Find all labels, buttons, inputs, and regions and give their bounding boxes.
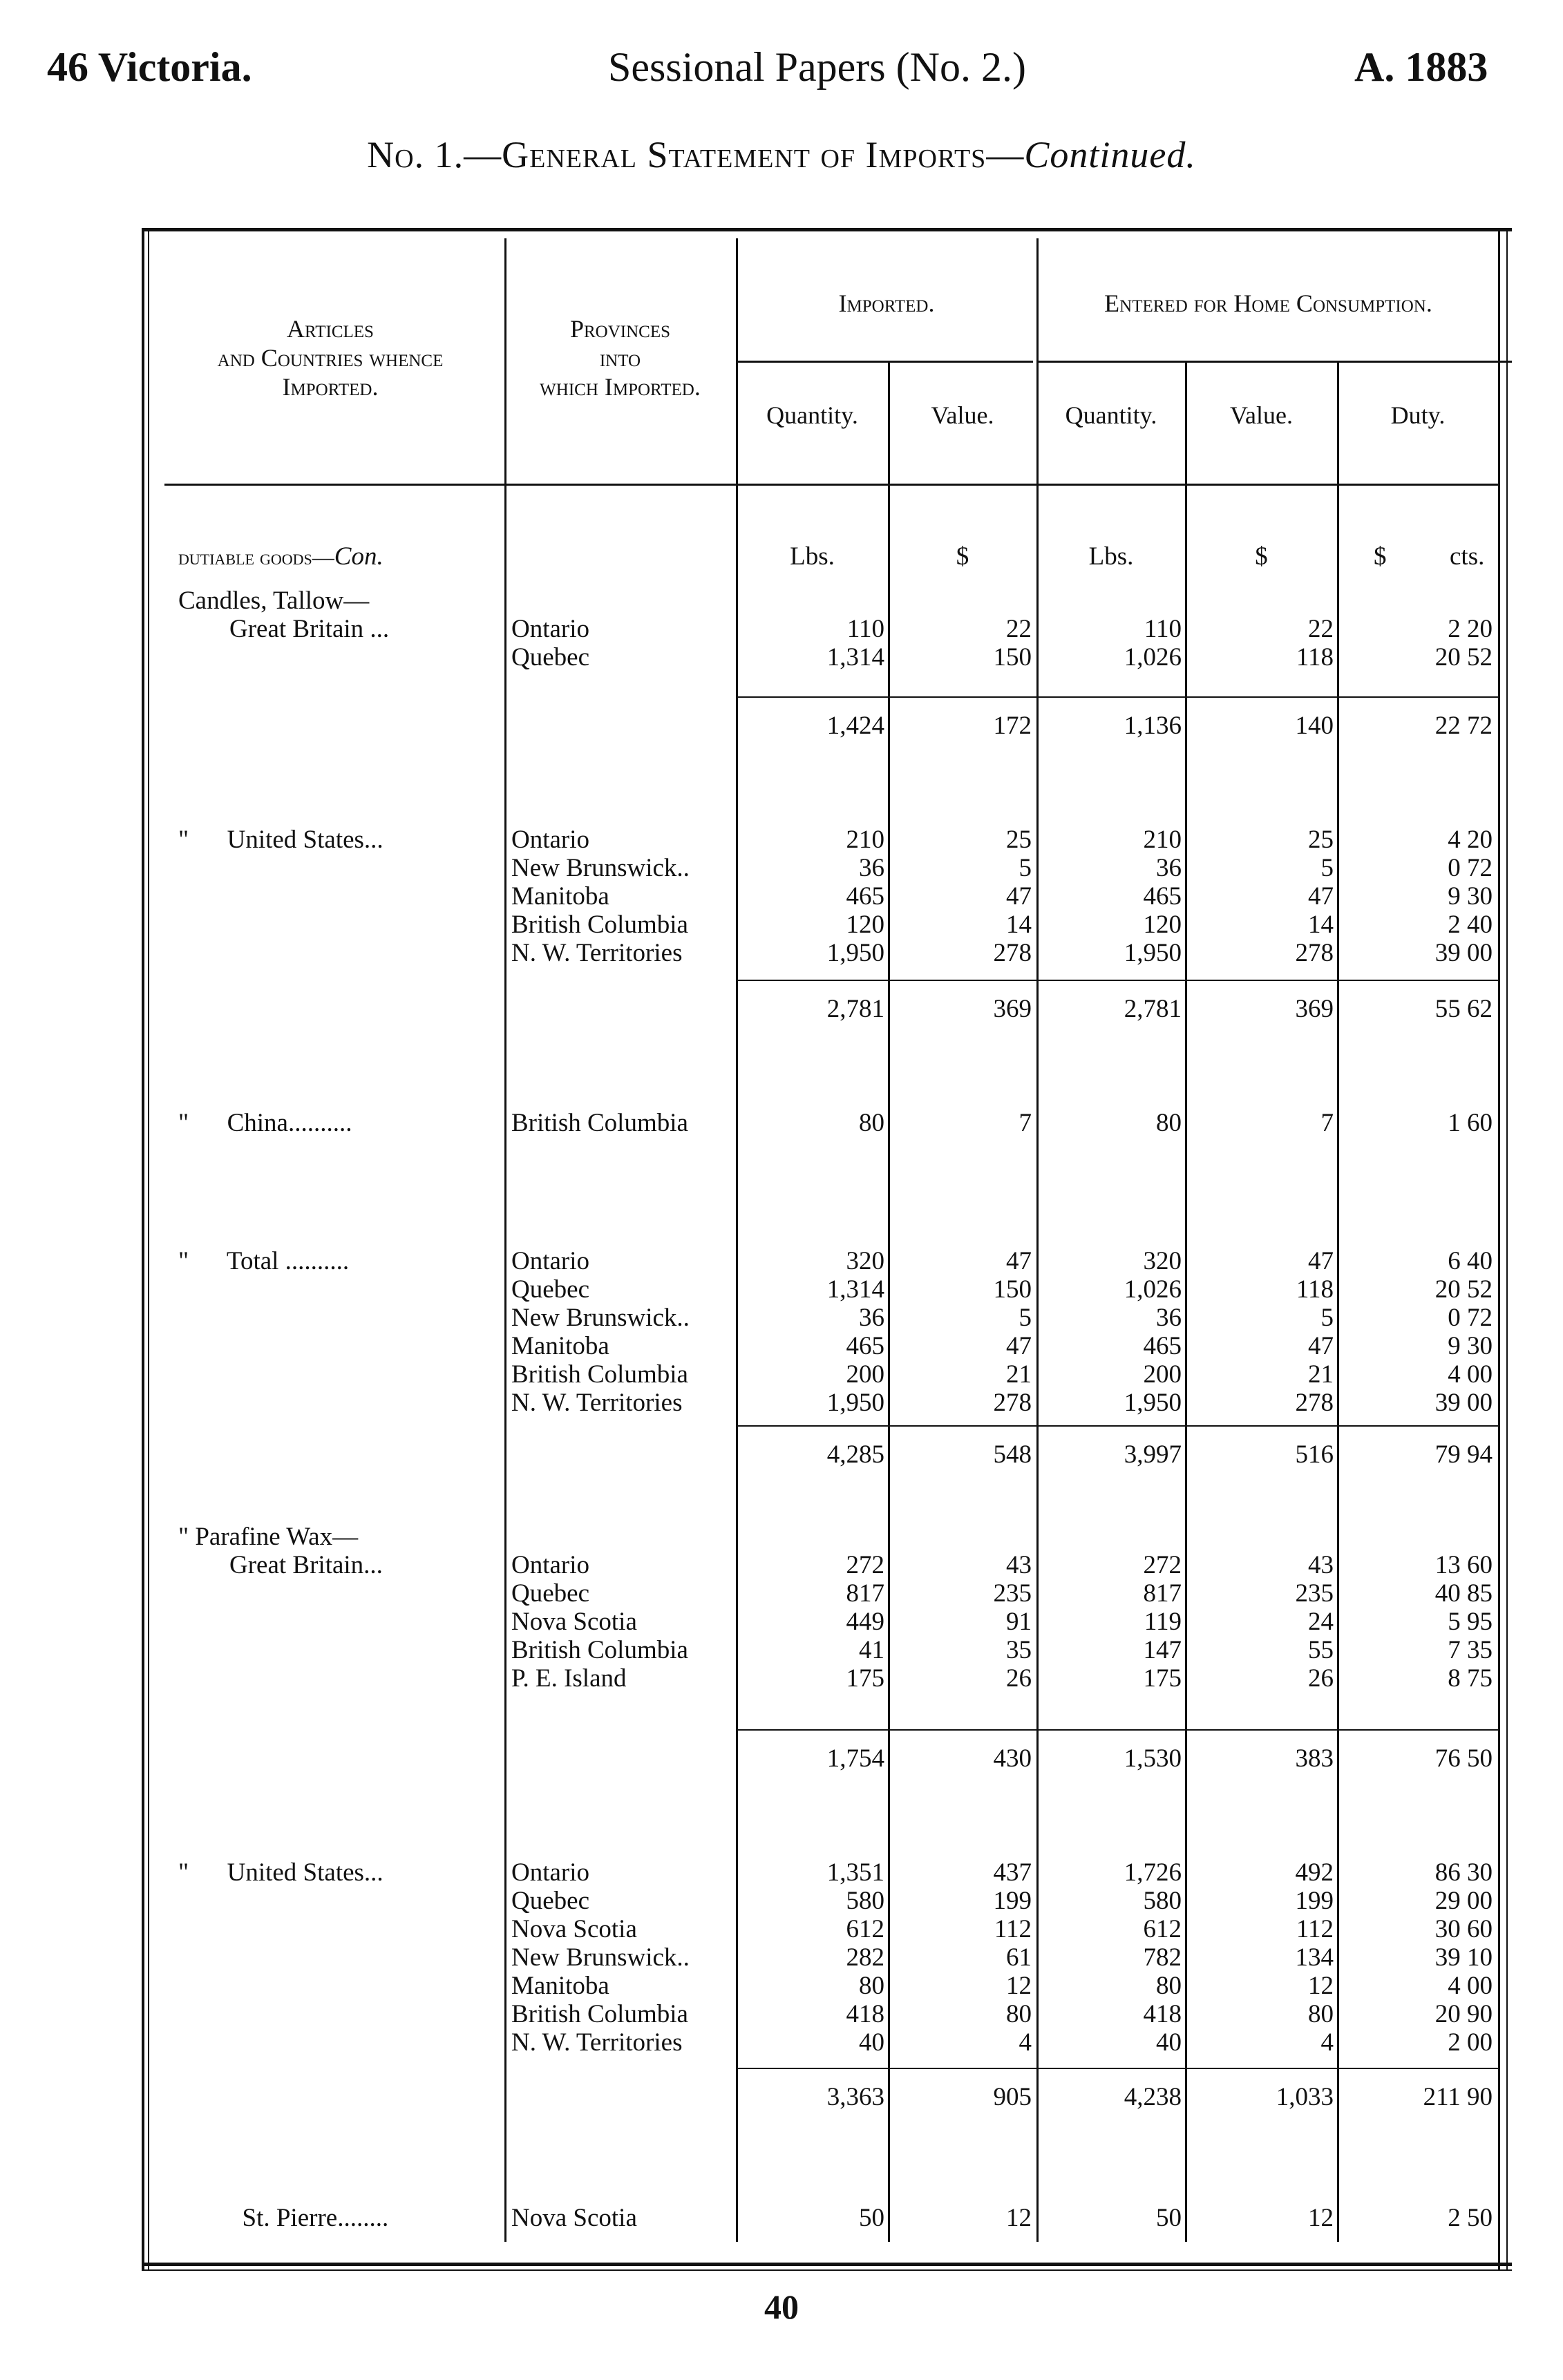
imp-qty-cell: 449	[846, 1608, 884, 1636]
subtotal-rule	[738, 1729, 1498, 1731]
home-qty-cell: 110	[1144, 615, 1182, 643]
home-val-cell: 278	[1295, 1389, 1334, 1417]
home-qty-cell: 80	[1156, 1109, 1182, 1137]
home-qty-cell: 119	[1144, 1608, 1182, 1636]
province-cell: British Columbia	[511, 911, 688, 939]
province-cell: Nova Scotia	[511, 1915, 637, 1943]
home-val-cell: 55	[1308, 1636, 1334, 1664]
imp-val-cell: 35	[1006, 1636, 1032, 1664]
home-val-cell: 112	[1296, 1915, 1334, 1943]
duty-cell: 29 00	[1434, 1887, 1493, 1915]
imp-qty-cell: 612	[846, 1915, 884, 1943]
province-cell: British Columbia	[511, 1109, 688, 1137]
home-qty-cell: 1,026	[1124, 1275, 1182, 1304]
home-val-cell: 26	[1308, 1664, 1334, 1693]
article-label: Candles, Tallow—	[178, 587, 370, 615]
home-qty-cell: 1,950	[1124, 1389, 1182, 1417]
imp-val-cell: 61	[1006, 1943, 1032, 1972]
article-label: " United States...	[178, 1858, 383, 1887]
imp-qty-cell: 1,950	[826, 939, 884, 967]
group-header-rule	[1036, 361, 1512, 363]
imp-val-cell: 437	[993, 1858, 1032, 1887]
home-qty-cell: 36	[1156, 1304, 1182, 1332]
subtotal-home-qty: 1,530	[1124, 1744, 1182, 1773]
home-qty-cell: 1,726	[1124, 1858, 1182, 1887]
left-border-2	[148, 228, 149, 2269]
group-header-rule-imported	[736, 361, 1033, 363]
subtotal-duty: 55 62	[1434, 995, 1493, 1023]
home-val-cell: 5	[1320, 854, 1334, 882]
col-head-articles-line: Articles	[287, 315, 374, 343]
imp-val-cell: 5	[1019, 854, 1032, 882]
home-qty-cell: 200	[1143, 1360, 1182, 1389]
duty-cell: 2 00	[1448, 2028, 1493, 2057]
home-val-cell: 21	[1308, 1360, 1334, 1389]
imp-val-cell: 7	[1019, 1109, 1032, 1137]
province-cell: Quebec	[511, 643, 589, 672]
imp-val-cell: 47	[1006, 1247, 1032, 1275]
home-val-cell: 43	[1308, 1551, 1334, 1579]
article-label: St. Pierre........	[178, 2204, 389, 2232]
home-val-cell: 5	[1320, 1304, 1334, 1332]
home-qty-cell: 147	[1143, 1636, 1182, 1664]
subtotal-imp-qty: 1,754	[826, 1744, 884, 1773]
imp-qty-cell: 1,314	[826, 643, 884, 672]
col-head-duty: Duty.	[1390, 401, 1446, 429]
province-cell: Quebec	[511, 1275, 589, 1304]
imp-qty-cell: 41	[859, 1636, 884, 1664]
province-cell: N. W. Territories	[511, 939, 683, 967]
imp-val-cell: 43	[1006, 1551, 1032, 1579]
article-label: Great Britain ...	[178, 615, 390, 643]
imp-qty-cell: 36	[859, 1304, 884, 1332]
page-title	[0, 133, 1563, 177]
imp-val-cell: 22	[1006, 615, 1032, 643]
header-right: A. 1883	[1354, 44, 1488, 90]
home-qty-cell: 210	[1143, 826, 1182, 854]
col-head-provinces-line: Provinces	[569, 315, 671, 343]
home-qty-cell: 1,950	[1124, 939, 1182, 967]
title-continued: Continued.	[1024, 134, 1196, 175]
subtotal-rule	[738, 1425, 1498, 1427]
home-val-cell: 12	[1308, 1972, 1334, 2000]
subtotal-imp-val: 905	[993, 2083, 1032, 2111]
unit-duty-cts: cts.	[1450, 542, 1485, 571]
duty-cell: 4 00	[1448, 1360, 1493, 1389]
section-label	[178, 542, 383, 571]
article-label: " United States...	[178, 826, 383, 854]
province-cell: Manitoba	[511, 1332, 609, 1360]
home-val-cell: 12	[1308, 2204, 1334, 2232]
home-qty-cell: 175	[1143, 1664, 1182, 1693]
duty-cell: 7 35	[1448, 1636, 1493, 1664]
imp-qty-cell: 200	[846, 1360, 884, 1389]
duty-cell: 13 60	[1434, 1551, 1493, 1579]
duty-cell: 20 52	[1434, 1275, 1493, 1304]
home-qty-cell: 80	[1156, 1972, 1182, 2000]
imp-val-cell: 91	[1006, 1608, 1032, 1636]
province-cell: British Columbia	[511, 1360, 688, 1389]
table-bottom-border	[142, 2263, 1512, 2266]
subtotal-home-qty: 3,997	[1124, 1440, 1182, 1469]
page-number: 40	[764, 2287, 799, 2326]
unit-imp-qty: Lbs.	[790, 542, 835, 571]
province-cell: Nova Scotia	[511, 1608, 637, 1636]
col-head-provinces-line: which Imported.	[540, 373, 701, 401]
home-qty-cell: 320	[1143, 1247, 1182, 1275]
col-divider-provinces	[504, 238, 506, 2242]
subtotal-imp-val: 430	[993, 1744, 1032, 1773]
imp-val-cell: 150	[993, 643, 1032, 672]
subtotal-home-qty: 1,136	[1124, 712, 1182, 740]
imp-qty-cell: 817	[846, 1579, 884, 1608]
imp-val-cell: 235	[993, 1579, 1032, 1608]
duty-cell: 4 00	[1448, 1972, 1493, 2000]
imp-val-cell: 26	[1006, 1664, 1032, 1693]
duty-cell: 2 20	[1448, 615, 1493, 643]
duty-cell: 20 52	[1434, 643, 1493, 672]
duty-cell: 39 00	[1434, 1389, 1493, 1417]
duty-cell: 30 60	[1434, 1915, 1493, 1943]
col-head-home-value: Value.	[1230, 401, 1293, 429]
duty-cell: 8 75	[1448, 1664, 1493, 1693]
province-cell: Nova Scotia	[511, 2204, 637, 2232]
table-top-border	[142, 228, 1512, 231]
subtotal-home-qty: 4,238	[1124, 2083, 1182, 2111]
home-val-cell: 118	[1296, 1275, 1334, 1304]
article-label: " Parafine Wax—	[178, 1523, 359, 1551]
col-head-home-quantity: Quantity.	[1065, 401, 1157, 429]
home-val-cell: 278	[1295, 939, 1334, 967]
imp-val-cell: 4	[1019, 2028, 1032, 2057]
province-cell: Manitoba	[511, 882, 609, 911]
imp-val-cell: 199	[993, 1887, 1032, 1915]
imp-val-cell: 47	[1006, 1332, 1032, 1360]
home-qty-cell: 612	[1143, 1915, 1182, 1943]
imp-qty-cell: 175	[846, 1664, 884, 1693]
subtotal-duty: 79 94	[1434, 1440, 1493, 1469]
home-val-cell: 14	[1308, 911, 1334, 939]
home-qty-cell: 817	[1143, 1579, 1182, 1608]
subtotal-rule	[738, 2068, 1498, 2069]
col-head-imp-quantity: Quantity.	[766, 401, 858, 429]
home-val-cell: 22	[1308, 615, 1334, 643]
imp-qty-cell: 40	[859, 2028, 884, 2057]
subtotal-rule	[738, 696, 1498, 698]
col-head-provinces	[508, 314, 732, 401]
imp-qty-cell: 465	[846, 882, 884, 911]
imp-qty-cell: 1,351	[826, 1858, 884, 1887]
home-val-cell: 24	[1308, 1608, 1334, 1636]
home-val-cell: 4	[1320, 2028, 1334, 2057]
duty-cell: 39 00	[1434, 939, 1493, 967]
article-label: " Total ..........	[178, 1247, 350, 1275]
section-label-text: dutiable goods—	[178, 544, 334, 569]
province-cell: New Brunswick..	[511, 1304, 690, 1332]
duty-cell: 39 10	[1434, 1943, 1493, 1972]
duty-cell: 9 30	[1448, 882, 1493, 911]
duty-cell: 2 50	[1448, 2204, 1493, 2232]
col-group-home-consumption: Entered for Home Consumption.	[1104, 289, 1432, 317]
home-val-cell: 80	[1308, 2000, 1334, 2028]
imp-qty-cell: 282	[846, 1943, 884, 1972]
home-qty-cell: 272	[1143, 1551, 1182, 1579]
imp-qty-cell: 80	[859, 1109, 884, 1137]
subtotal-rule	[738, 980, 1498, 981]
unit-home-val: $	[1255, 542, 1268, 571]
duty-cell: 0 72	[1448, 854, 1493, 882]
duty-cell: 6 40	[1448, 1247, 1493, 1275]
subtotal-imp-val: 172	[993, 712, 1032, 740]
subtotal-duty: 211 90	[1423, 2083, 1493, 2111]
duty-cell: 0 72	[1448, 1304, 1493, 1332]
home-val-cell: 47	[1308, 882, 1334, 911]
imp-qty-cell: 580	[846, 1887, 884, 1915]
duty-cell: 20 90	[1434, 2000, 1493, 2028]
subtotal-duty: 76 50	[1434, 1744, 1493, 1773]
subtotal-imp-val: 369	[993, 995, 1032, 1023]
imp-qty-cell: 320	[846, 1247, 884, 1275]
header-left: 46 Victoria.	[47, 44, 252, 90]
home-qty-cell: 782	[1143, 1943, 1182, 1972]
section-label-con: Con.	[334, 542, 383, 571]
subtotal-imp-qty: 1,424	[826, 712, 884, 740]
unit-home-qty: Lbs.	[1088, 542, 1134, 571]
imp-qty-cell: 36	[859, 854, 884, 882]
imp-val-cell: 12	[1006, 1972, 1032, 2000]
imp-qty-cell: 120	[846, 911, 884, 939]
imp-val-cell: 150	[993, 1275, 1032, 1304]
province-cell: N. W. Territories	[511, 1389, 683, 1417]
province-cell: New Brunswick..	[511, 1943, 690, 1972]
col-head-articles	[164, 314, 496, 401]
home-val-cell: 199	[1295, 1887, 1334, 1915]
subtotal-home-val: 383	[1295, 1744, 1334, 1773]
col-head-articles-line: and Countries whence	[217, 344, 444, 372]
province-cell: N. W. Territories	[511, 2028, 683, 2057]
imp-qty-cell: 210	[846, 826, 884, 854]
home-qty-cell: 50	[1156, 2204, 1182, 2232]
home-val-cell: 118	[1296, 643, 1334, 672]
subtotal-home-val: 1,033	[1276, 2083, 1334, 2111]
province-cell: Ontario	[511, 826, 590, 854]
header-center: Sessional Papers (No. 2.)	[608, 44, 1026, 90]
subtotal-imp-qty: 3,363	[826, 2083, 884, 2111]
subtotal-imp-qty: 4,285	[826, 1440, 884, 1469]
home-qty-cell: 120	[1143, 911, 1182, 939]
imp-qty-cell: 272	[846, 1551, 884, 1579]
province-cell: Ontario	[511, 1551, 590, 1579]
province-cell: Ontario	[511, 615, 590, 643]
imp-val-cell: 21	[1006, 1360, 1032, 1389]
article-label: " China..........	[178, 1109, 352, 1137]
subtotal-home-val: 140	[1295, 712, 1334, 740]
right-border	[1498, 228, 1500, 2269]
duty-cell: 86 30	[1434, 1858, 1493, 1887]
col-head-imp-value: Value.	[931, 401, 994, 429]
province-cell: Ontario	[511, 1858, 590, 1887]
unit-imp-val: $	[956, 542, 969, 571]
province-cell: Ontario	[511, 1247, 590, 1275]
province-cell: P. E. Island	[511, 1664, 627, 1693]
home-val-cell: 235	[1295, 1579, 1334, 1608]
home-qty-cell: 40	[1156, 2028, 1182, 2057]
home-val-cell: 25	[1308, 826, 1334, 854]
imp-qty-cell: 50	[859, 2204, 884, 2232]
imp-val-cell: 14	[1006, 911, 1032, 939]
home-val-cell: 47	[1308, 1247, 1334, 1275]
subtotal-imp-val: 548	[993, 1440, 1032, 1469]
left-border	[142, 228, 144, 2269]
col-head-articles-line: Imported.	[282, 373, 379, 401]
subtotal-duty: 22 72	[1434, 712, 1493, 740]
home-val-cell: 7	[1320, 1109, 1334, 1137]
duty-cell: 2 40	[1448, 911, 1493, 939]
unit-duty-dollar: $	[1374, 542, 1387, 571]
right-border-2	[1506, 228, 1508, 2269]
imp-qty-cell: 418	[846, 2000, 884, 2028]
province-cell: Manitoba	[511, 1972, 609, 2000]
title-main: No. 1.—General Statement of Imports—	[367, 134, 1025, 175]
col-head-provinces-line: into	[599, 344, 641, 372]
home-qty-cell: 580	[1143, 1887, 1182, 1915]
home-qty-cell: 465	[1143, 1332, 1182, 1360]
home-qty-cell: 1,026	[1124, 643, 1182, 672]
province-cell: Quebec	[511, 1887, 589, 1915]
home-qty-cell: 465	[1143, 882, 1182, 911]
imp-qty-cell: 110	[846, 615, 884, 643]
home-val-cell: 47	[1308, 1332, 1334, 1360]
imp-qty-cell: 1,950	[826, 1389, 884, 1417]
subtotal-home-qty: 2,781	[1124, 995, 1182, 1023]
article-label: Great Britain...	[178, 1551, 383, 1579]
subtotal-home-val: 369	[1295, 995, 1334, 1023]
header-bottom-rule	[164, 484, 1498, 486]
imp-qty-cell: 80	[859, 1972, 884, 2000]
imp-val-cell: 12	[1006, 2204, 1032, 2232]
duty-cell: 5 95	[1448, 1608, 1493, 1636]
province-cell: British Columbia	[511, 1636, 688, 1664]
home-val-cell: 492	[1295, 1858, 1334, 1887]
province-cell: British Columbia	[511, 2000, 688, 2028]
imp-val-cell: 25	[1006, 826, 1032, 854]
subtotal-imp-qty: 2,781	[826, 995, 884, 1023]
subtotal-home-val: 516	[1295, 1440, 1334, 1469]
imp-val-cell: 112	[994, 1915, 1032, 1943]
home-qty-cell: 418	[1143, 2000, 1182, 2028]
home-val-cell: 134	[1295, 1943, 1334, 1972]
imp-qty-cell: 1,314	[826, 1275, 884, 1304]
duty-cell: 9 30	[1448, 1332, 1493, 1360]
imp-val-cell: 5	[1019, 1304, 1032, 1332]
duty-cell: 4 20	[1448, 826, 1493, 854]
table-bottom-border-2	[142, 2269, 1512, 2271]
imp-val-cell: 278	[993, 1389, 1032, 1417]
duty-cell: 1 60	[1448, 1109, 1493, 1137]
imp-val-cell: 278	[993, 939, 1032, 967]
imp-val-cell: 80	[1006, 2000, 1032, 2028]
province-cell: New Brunswick..	[511, 854, 690, 882]
home-qty-cell: 36	[1156, 854, 1182, 882]
imp-qty-cell: 465	[846, 1332, 884, 1360]
duty-cell: 40 85	[1434, 1579, 1493, 1608]
imp-val-cell: 47	[1006, 882, 1032, 911]
col-group-imported: Imported.	[838, 289, 935, 317]
province-cell: Quebec	[511, 1579, 589, 1608]
